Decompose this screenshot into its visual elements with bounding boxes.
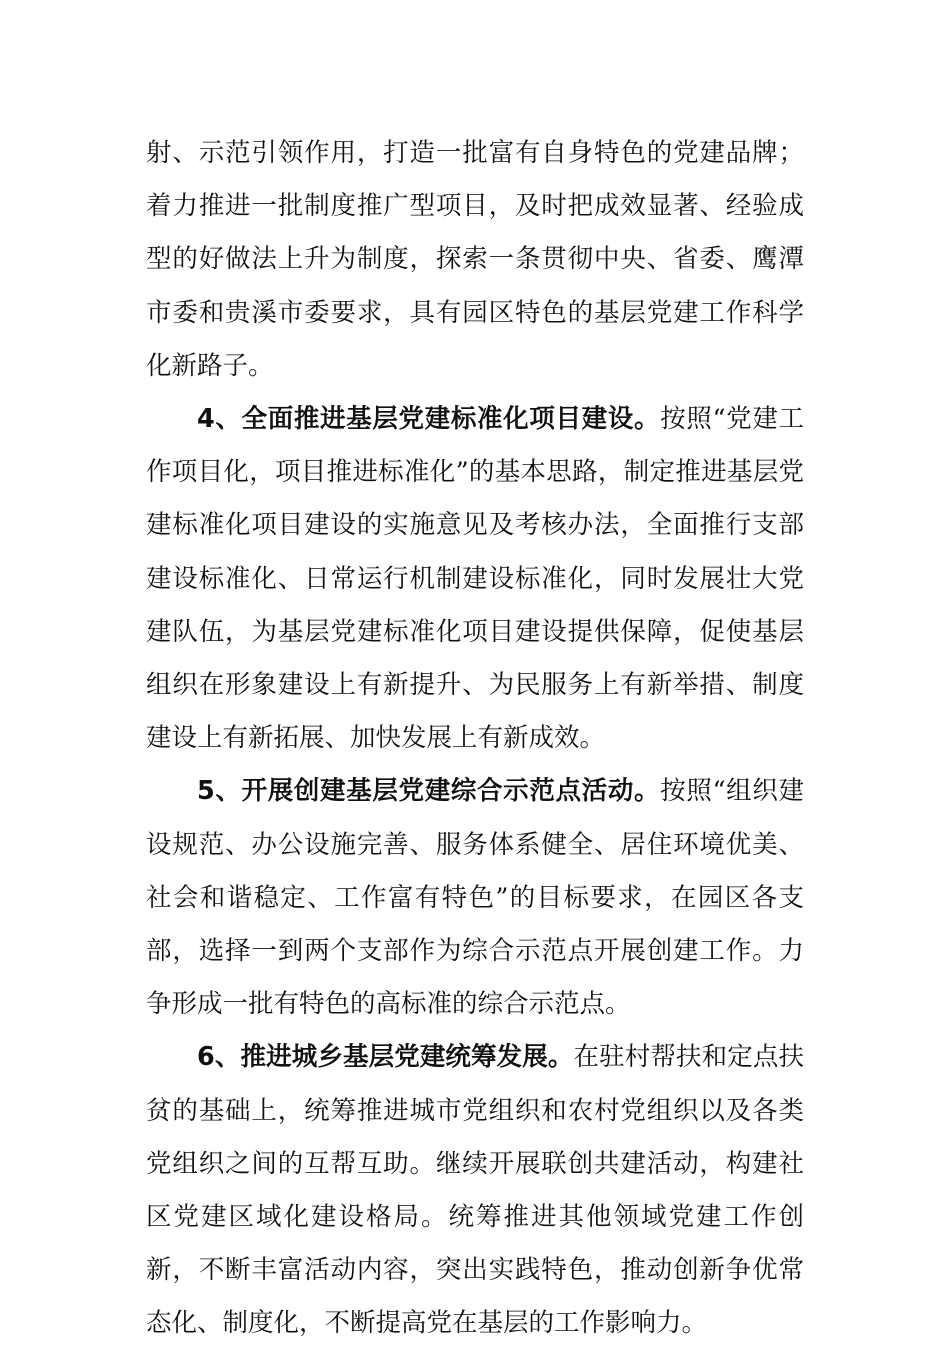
- paragraph-text: 射、示范引领作用，打造一批富有自身特色的党建品牌；着力推进一批制度推广型项目，及时把成效显著、经验成型的好做法上升为制度，探索一条贯彻中央、省委、鹰潭市委和贵溪市委要求，具有园区特色的基层党建工作科学化新路子。: [146, 138, 804, 381]
- paragraph-item-6: [146, 1031, 804, 1350]
- paragraph-continuation: [146, 127, 804, 393]
- paragraph-heading: 4、全面推进基层党建标准化项目建设。: [197, 404, 661, 435]
- paragraph-text: 按照“党建工作项目化，项目推进标准化”的基本思路，制定推进基层党建标准化项目建设的实施意见及考核办法，全面推行支部建设标准化、日常运行机制建设标准化，同时发展壮大党建队伍，为基层党建标准化项目建设提供保障，促使基层组织在形象建设上有新提升、为民服务上有新举措、制度建设上有新拓展、加快发展上有新成效。: [146, 404, 804, 754]
- paragraph-text: 按照“组织建设规范、办公设施完善、服务体系健全、居住环境优美、社会和谐稳定、工作富有特色”的目标要求，在园区各支部，选择一到两个支部作为综合示范点开展创建工作。力争形成一批有特色的高标准的综合示范点。: [146, 776, 804, 1020]
- paragraph-heading: 5、开展创建基层党建综合示范点活动。: [197, 776, 661, 807]
- paragraph-heading: 6、推进城乡基层党建统筹发展。: [197, 1042, 574, 1073]
- document-body: [146, 127, 804, 1351]
- paragraph-item-4: [146, 393, 804, 765]
- paragraph-text: 在驻村帮扶和定点扶贫的基础上，统筹推进城市党组织和农村党组织以及各类党组织之间的互帮互助。继续开展联创共建活动，构建社区党建区域化建设格局。统筹推进其他领域党建工作创新，不断丰富活动内容，突出实践特色，推动创新争优常态化、制度化，不断提高党在基层的工作影响力。: [146, 1042, 804, 1339]
- paragraph-item-5: [146, 765, 804, 1031]
